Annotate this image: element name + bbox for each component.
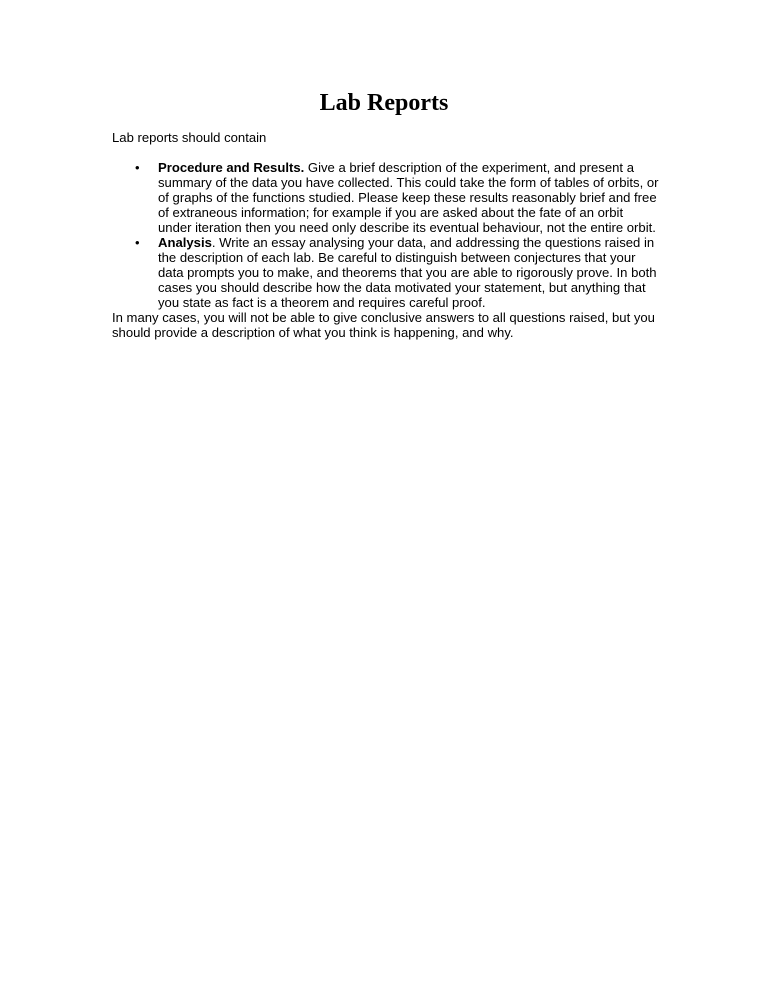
list-item-heading: Procedure and Results.: [158, 160, 305, 175]
intro-paragraph: Lab reports should contain: [112, 130, 267, 145]
list-item-procedure-results: [112, 160, 660, 235]
closing-paragraph: In many cases, you will not be able to give conclusive answers to all questions raised, but you should provide a description of what you think is happening, and why.: [112, 310, 655, 340]
document-body: [112, 130, 660, 340]
bullet-icon: •: [135, 235, 140, 250]
list-item-text: . Write an essay analysing your data, and addressing the questions raised in the description of each lab. Be careful to distinguish between conjectures that your data prompts you to make, and theorems that you are able to rigorously prove. In both cases you should describe how the data motivated your statement, but anything that you state as fact is a theorem and requires careful proof.: [158, 235, 657, 310]
list-item-text: Give a brief description of the experiment, and present a summary of the data you have collected. This could take the form of tables of orbits, or of graphs of the functions studied. Please keep these results reasonably brief and free of extraneous information; for example if you are asked about the fate of an orbit under iteration then you need only describe its eventual behaviour, not the entire orbit.: [158, 160, 659, 235]
requirements-list: [112, 160, 660, 310]
bullet-icon: •: [135, 160, 140, 175]
list-item-analysis: [112, 235, 660, 310]
list-item-heading: Analysis: [158, 235, 212, 250]
page-title: Lab Reports: [319, 90, 449, 116]
